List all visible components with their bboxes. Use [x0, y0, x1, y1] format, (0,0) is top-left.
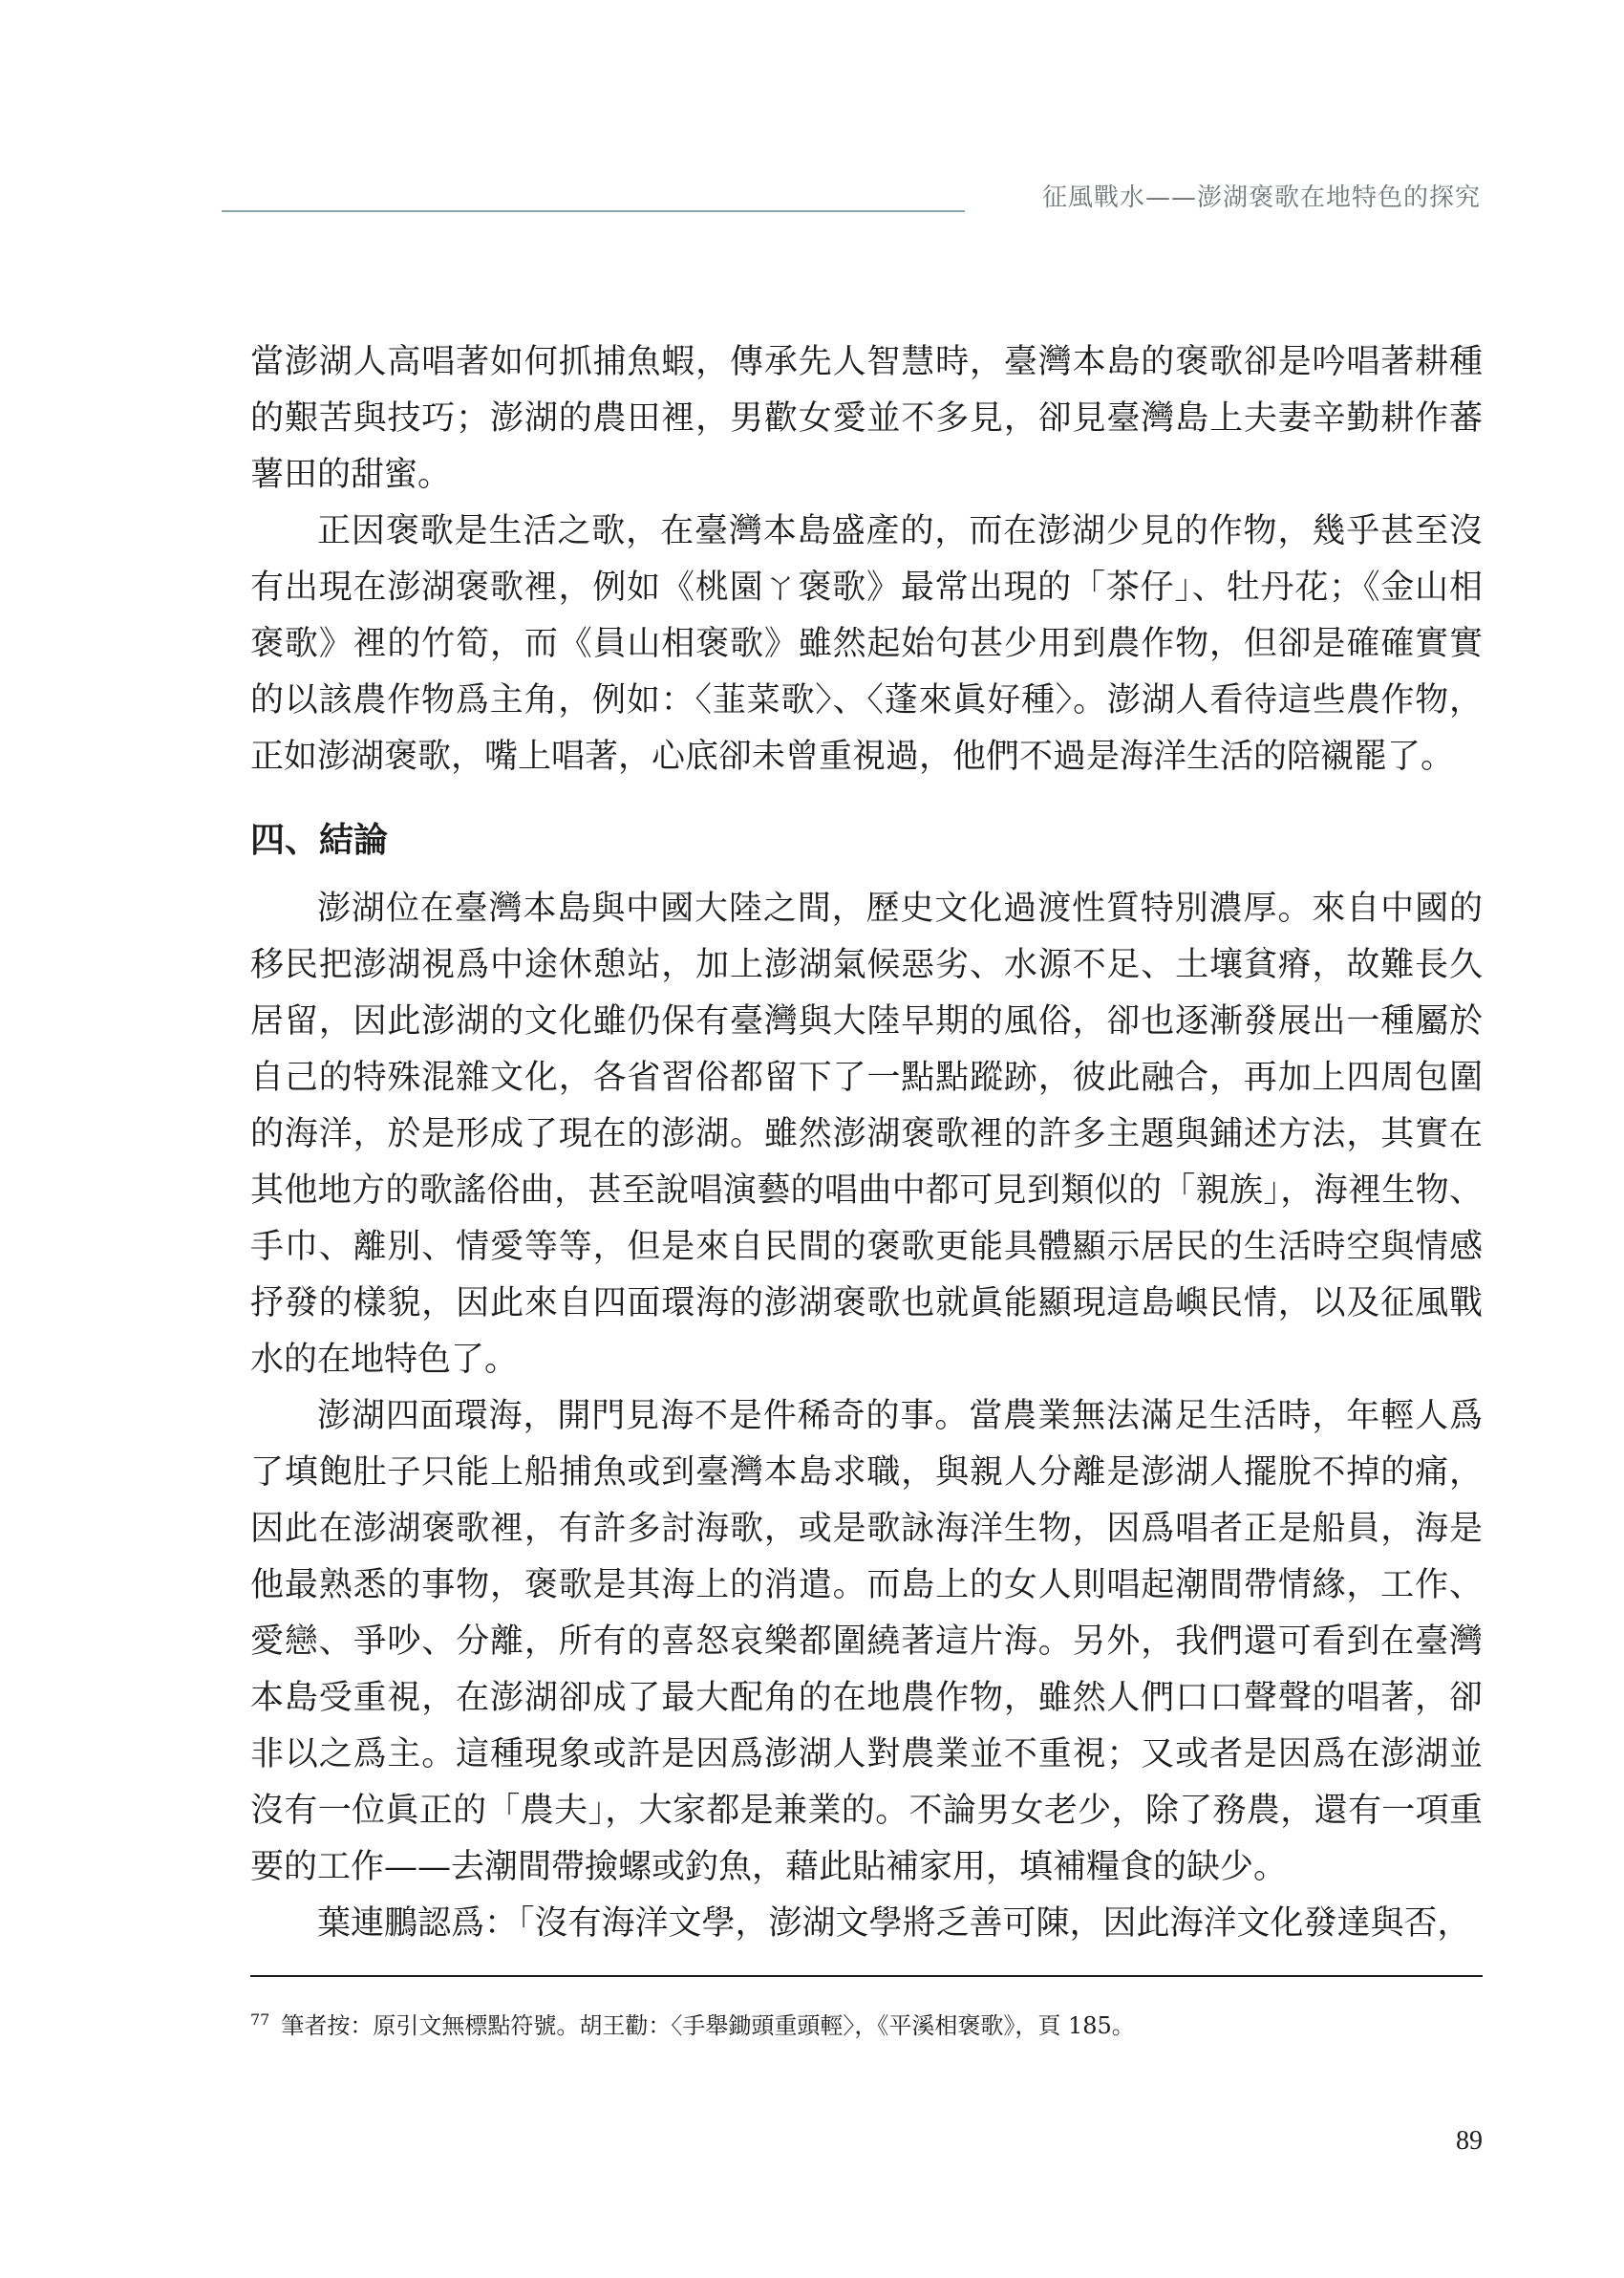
footnote-number: 77 [250, 2010, 270, 2029]
footnote-divider [250, 1975, 1483, 1977]
footnote [250, 2003, 1483, 2043]
main-body [250, 334, 1483, 1952]
paragraph-2: 正因褒歌是生活之歌，在臺灣本島盛產的，而在澎湖少見的作物，幾乎甚至沒有出現在澎湖褒歌裡，例如《桃園ㄚ褒歌》最常出現的「茶仔」、牡丹花；《金山相褒歌》裡的竹筍，而《員山相褒歌》雖然起始句甚少用到農作物，但卻是確確實實的以該農作物爲主角，例如：〈韮菜歌〉、〈蓬來眞好種〉。澎湖人看待這些農作物，正如澎湖褒歌，嘴上唱著，心底卻未曾重視過，他們不過是海洋生活的陪襯罷了。 [250, 512, 1483, 776]
paragraph-5: 葉連鵬認爲：「沒有海洋文學，澎湖文學將乏善可陳，因此海洋文化發達與否， [317, 1904, 1471, 1943]
header-divider [222, 210, 965, 212]
paragraph-1: 當澎湖人高唱著如何抓捕魚蝦，傳承先人智慧時，臺灣本島的褒歌卻是吟唱著耕種的艱苦與技巧；澎湖的農田裡，男歡女愛並不多見，卻見臺灣島上夫妻辛勤耕作蕃薯田的甜蜜。 [250, 343, 1483, 494]
running-header-title: 征風戰水——澎湖褒歌在地特色的探究 [1041, 183, 1481, 212]
paragraph-4: 澎湖四面環海，開門見海不是件稀奇的事。當農業無法滿足生活時，年輕人爲了填飽肚子只能上船捕魚或到臺灣本島求職，與親人分離是澎湖人擺脫不掉的痛，因此在澎湖褒歌裡，有許多討海歌，或是歌詠海洋生物，因爲唱者正是船員，海是他最熟悉的事物，褒歌是其海上的消遣。而島上的女人則唱起潮間帶情緣，工作、愛戀、爭吵、分離，所有的喜怒哀樂都圍繞著這片海。另外，我們還可看到在臺灣本島受重視，在澎湖卻成了最大配角的在地農作物，雖然人們口口聲聲的唱著，卻非以之爲主。這種現象或許是因爲澎湖人對農業並不重視；又或者是因爲在澎湖並沒有一位眞正的「農夫」，大家都是兼業的。不論男女老少，除了務農，還有一項重要的工作——去潮間帶撿螺或釣魚，藉此貼補家用，填補糧食的缺少。 [250, 1397, 1483, 1886]
page-number: 89 [1456, 2126, 1483, 2156]
footnote-text: 筆者按：原引文無標點符號。胡王勸：〈手舉鋤頭重頭輕〉，《平溪相褒歌》，頁 185。 [281, 2012, 1135, 2039]
paragraph-3: 澎湖位在臺灣本島與中國大陸之間，歷史文化過渡性質特別濃厚。來自中國的移民把澎湖視爲中途休憩站，加上澎湖氣候惡劣、水源不足、土壤貧瘠，故難長久居留，因此澎湖的文化雖仍保有臺灣與大陸早期的風俗，卻也逐漸發展出一種屬於自己的特殊混雜文化，各省習俗都留下了一點點蹤跡，彼此融合，再加上四周包圍的海洋，於是形成了現在的澎湖。雖然澎湖褒歌裡的許多主題與鋪述方法，其實在其他地方的歌謠俗曲，甚至說唱演藝的唱曲中都可見到類似的「親族」，海裡生物、手巾、離別、情愛等等，但是來自民間的褒歌更能具體顯示居民的生活時空與情感抒發的樣貌，因此來自四面環海的澎湖褒歌也就眞能顯現這島嶼民情，以及征風戰水的在地特色了。 [250, 890, 1483, 1379]
section-heading-conclusion: 四、結論 [250, 821, 389, 860]
